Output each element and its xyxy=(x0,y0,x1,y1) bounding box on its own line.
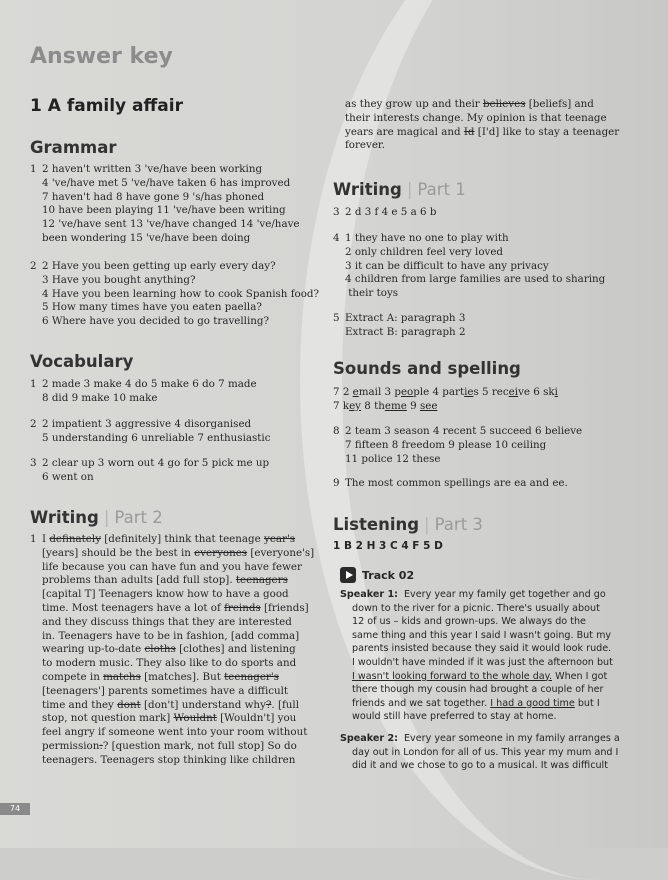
text-line: compete in matchs [matches]. But teenager's xyxy=(42,670,279,683)
vocabulary-ex1 xyxy=(30,378,257,406)
sounds-ex8 xyxy=(333,425,582,466)
writing-part2-answer xyxy=(30,533,314,768)
track-name: Track 02 xyxy=(362,568,415,582)
answer-line: 4 Have you been learning how to cook Spanish food? xyxy=(42,287,320,300)
writing-part1-ex4 xyxy=(333,232,605,301)
grammar-heading: Grammar xyxy=(30,138,117,157)
text-line: problems than adults [add full stop]. teenagers xyxy=(42,574,288,587)
text-line: teenagers. Teenagers stop thinking like children xyxy=(42,753,296,766)
answer-line: 5 Extract A: paragraph 3 xyxy=(333,312,466,324)
answer-line: 8 did 9 make 10 make xyxy=(42,391,158,404)
text-line: I wasn't looking forward to the whole day. When I got xyxy=(352,670,608,682)
vocabulary-ex3 xyxy=(30,457,269,485)
text-line: 7 key 8 theme 9 see xyxy=(333,399,438,412)
answer-line: 3 Have you bought anything? xyxy=(42,273,196,286)
answer-line: 1 2 made 3 make 4 do 5 make 6 do 7 made xyxy=(30,378,257,390)
text-line: would still have preferred to stay at home. xyxy=(352,711,557,723)
answer-line: 3 2 d 3 f 4 e 5 a 6 b xyxy=(333,206,437,218)
text-line: time. Most teenagers have a lot of freinds [friends] xyxy=(42,601,309,614)
text-line: 7 2 email 3 people 4 parties 5 receive 6 ski xyxy=(333,386,558,398)
sounds-ex9 xyxy=(333,477,568,491)
speaker-1-label: Speaker 1: xyxy=(340,589,398,600)
answer-line: 9 The most common spellings are ea and ee. xyxy=(333,477,568,489)
answer-line: 2 2 impatient 3 aggressive 4 disorganised xyxy=(30,418,252,430)
text-line: time and they dont [don't] understand why?. [full xyxy=(42,698,300,711)
text-line: did it and we chose to go to a musical. It was difficult xyxy=(352,760,608,772)
answer-line: 3 2 clear up 3 worn out 4 go for 5 pick me up xyxy=(30,457,270,469)
text-line: their interests change. My opinion is that teenage xyxy=(345,111,607,124)
writing-part1-ex5 xyxy=(333,312,466,340)
answer-line: Extract B: paragraph 2 xyxy=(345,325,466,338)
text-line: feel angry if someone went into your room without xyxy=(42,726,308,739)
answer-line: 12 've/have sent 13 've/have changed 14 've/have xyxy=(42,218,300,231)
writing-part1-heading: Writing | Part 1 xyxy=(333,180,466,199)
grammar-ex2 xyxy=(30,260,319,329)
text-line: Every year someone in my family arranges a xyxy=(404,733,620,744)
vocabulary-heading: Vocabulary xyxy=(30,352,134,371)
text-line: stop, not question mark] Wouldnt [Wouldn't] you xyxy=(42,712,297,725)
text-line: years are magical and Id [I'd] like to stay a teenager xyxy=(345,125,620,138)
text-line: [capital T] Teenagers know how to have a good xyxy=(42,588,289,601)
answer-line: 8 2 team 3 season 4 recent 5 succeed 6 believe xyxy=(333,425,583,437)
text-line: friends and we sat together. I had a good time but I xyxy=(352,697,600,709)
grammar-ex1 xyxy=(30,163,300,246)
text-line: I definately [definitely] think that teenage year's xyxy=(42,533,296,545)
page-title: Answer key xyxy=(30,44,173,69)
text-line: 12 of us – kids and grown-ups. We always do the xyxy=(352,616,586,628)
page-number: 74 xyxy=(0,803,30,815)
answer-line: 10 have been playing 11 've/have been writing xyxy=(42,204,286,217)
text-line: as they grow up and their believes [beliefs] and xyxy=(345,98,594,110)
text-line: there though my cousin had brought a couple of her xyxy=(352,684,604,696)
text-line: in. Teenagers have to be in fashion, [add comma] xyxy=(42,629,300,642)
text-line: and they discuss things that they are interested xyxy=(42,615,292,628)
text-line: to modern music. They also like to do sports and xyxy=(42,657,297,670)
text-line: down to the river for a picnic. There's usually about xyxy=(352,602,600,614)
play-icon[interactable] xyxy=(340,567,356,583)
answer-line: 6 Where have you decided to go travelling? xyxy=(42,315,269,328)
sounds-ex7 xyxy=(333,386,558,414)
answer-line: 4 1 they have no one to play with xyxy=(333,232,509,244)
text-line: life because you can have fun and you have fewer xyxy=(42,560,302,573)
vocabulary-ex2 xyxy=(30,418,271,446)
text-line: [teenagers'] parents sometimes have a difficult xyxy=(42,684,289,697)
writing-part2-heading: Writing | Part 2 xyxy=(30,508,163,527)
answer-line: 6 went on xyxy=(42,470,94,483)
answer-line: their toys xyxy=(345,287,399,300)
writing-part2-continued xyxy=(345,98,619,153)
text-line: Every year my family get together and go xyxy=(404,589,606,600)
text-line: parents insisted because they said it would look rude. xyxy=(352,643,612,655)
answer-line: 2 2 Have you been getting up early every day? xyxy=(30,260,276,272)
text-line: same thing and this year I said I wasn't going. But my xyxy=(352,629,612,641)
text-line: wearing up-to-date cloths [clothes] and listening xyxy=(42,643,296,656)
answer-line: 4 children from large families are used to sharing xyxy=(345,273,606,286)
unit-title: 1 A family affair xyxy=(30,96,183,116)
answer-line: 7 fifteen 8 freedom 9 please 10 ceiling xyxy=(345,438,547,451)
answer-line: 3 it can be difficult to have any privacy xyxy=(345,259,549,272)
answer-line: 5 How many times have you eaten paella? xyxy=(42,301,262,314)
writing-part1-ex3 xyxy=(333,206,436,220)
answer-line: 1 2 haven't written 3 've/have been working xyxy=(30,163,263,175)
text-line: day out in London for all of us. This year my mum and I xyxy=(352,746,619,758)
question-number: 1 xyxy=(30,533,37,545)
listening-answers: 1 B 2 H 3 C 4 F 5 D xyxy=(333,540,443,552)
answer-line: 5 understanding 6 unreliable 7 enthusiastic xyxy=(42,431,271,444)
answer-line: been wondering 15 've/have been doing xyxy=(42,231,251,244)
answer-line: 4 've/have met 5 've/have taken 6 has improved xyxy=(42,176,291,189)
text-line: [years] should be the best in everyones [everyone's] xyxy=(42,546,315,559)
sounds-spelling-heading: Sounds and spelling xyxy=(333,359,521,378)
listening-part3-heading: Listening | Part 3 xyxy=(333,515,483,534)
answer-line: 11 police 12 these xyxy=(345,452,441,465)
text-line: forever. xyxy=(345,139,386,152)
answer-line: 2 only children feel very loved xyxy=(345,245,504,258)
text-line: permission:? [question mark, not full stop] So do xyxy=(42,739,297,752)
speaker-2-label: Speaker 2: xyxy=(340,733,398,744)
track-label xyxy=(340,567,414,583)
answer-line: 7 haven't had 8 have gone 9 's/has phoned xyxy=(42,190,265,203)
text-line: I wouldn't have minded if it was just the afternoon but xyxy=(352,656,613,668)
speaker-2-transcript xyxy=(340,732,620,773)
speaker-1-transcript xyxy=(340,588,613,724)
